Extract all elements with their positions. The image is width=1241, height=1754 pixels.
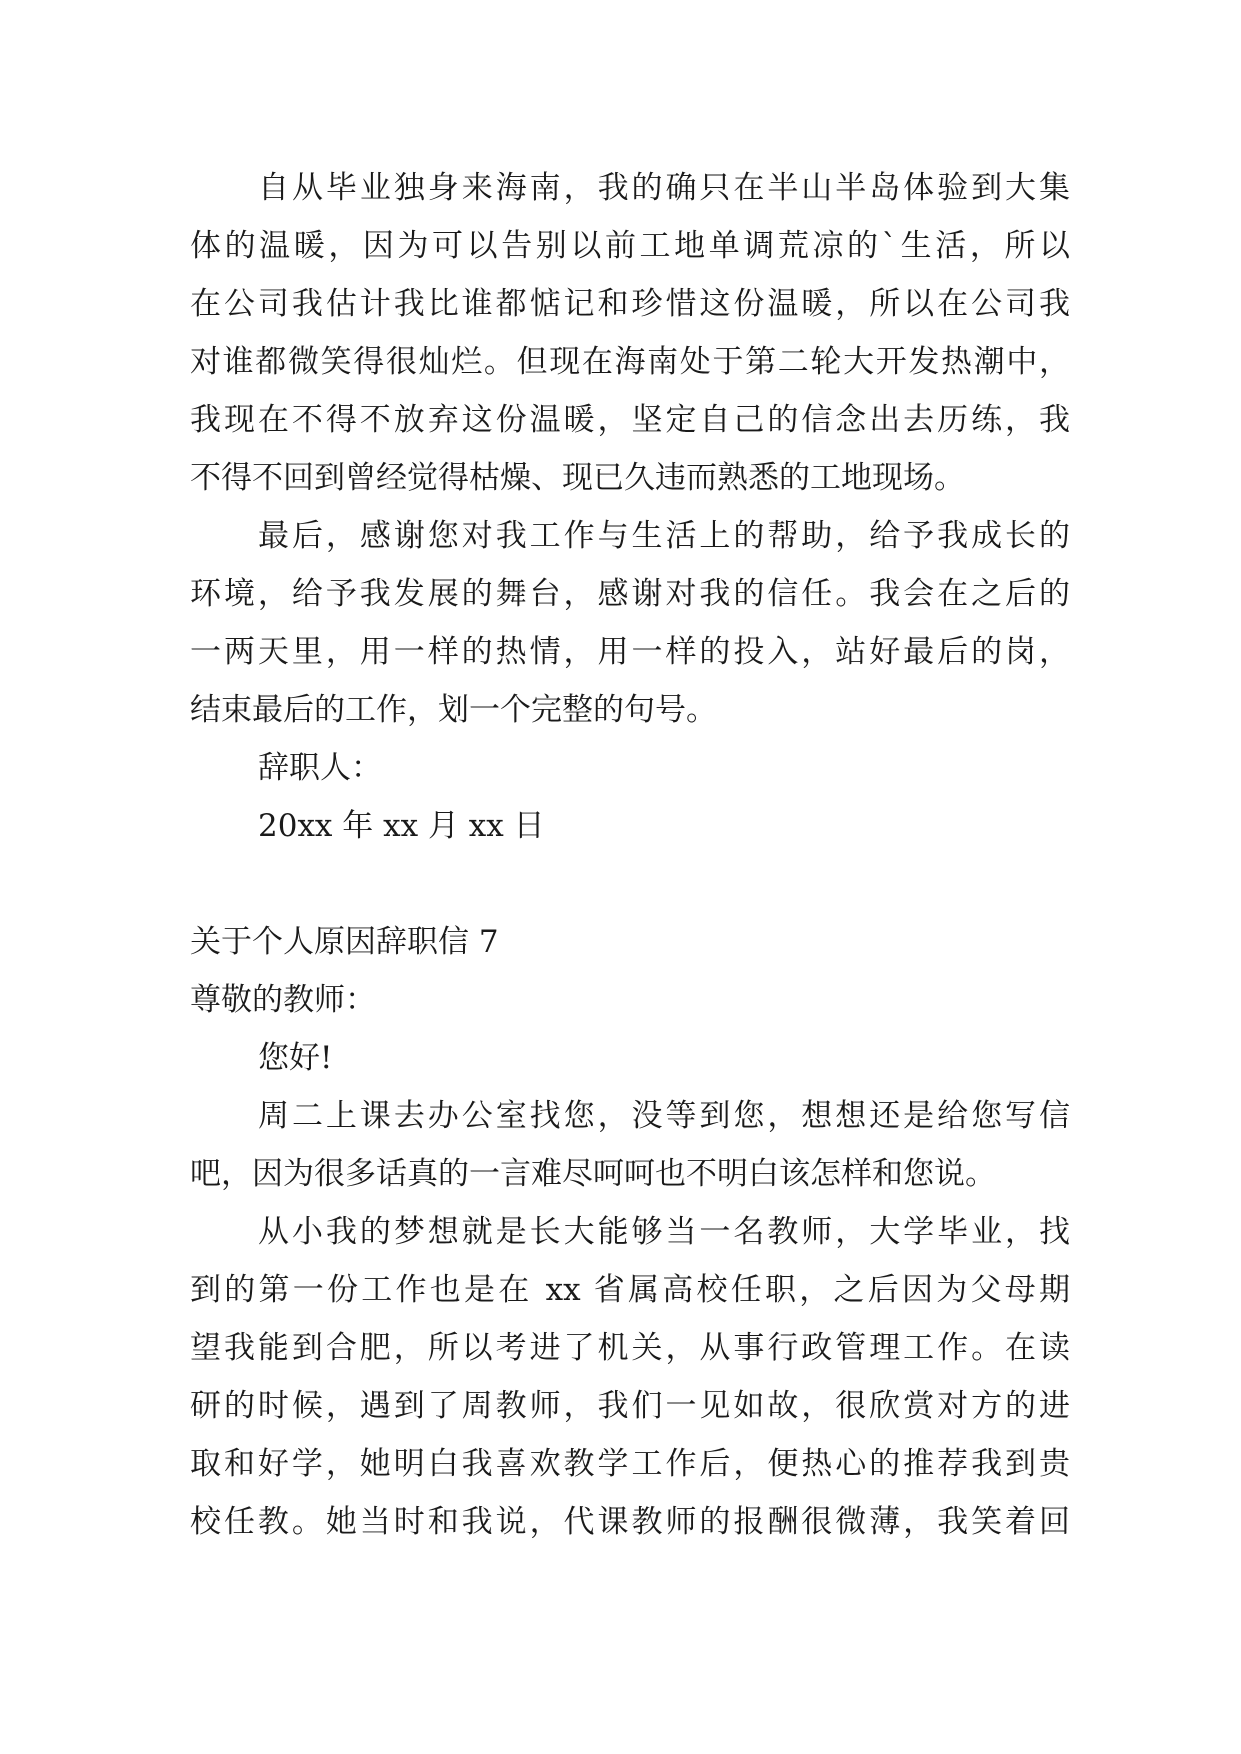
paragraph-4-line-6: 校任教。她当时和我说，代课教师的报酬很微薄，我笑着回: [190, 1504, 1070, 1540]
paragraph-2-line-4: 结束最后的工作，划一个完整的句号。: [190, 692, 717, 728]
paragraph-4-line-5: 取和好学，她明白我喜欢教学工作后，便热心的推荐我到贵: [190, 1446, 1070, 1482]
paragraph-3-line-1: 周二上课去办公室找您，没等到您，想想还是给您写信: [258, 1098, 1070, 1134]
paragraph-1-line-4: 对谁都微笑得很灿烂。但现在海南处于第二轮大开发热潮中，: [190, 344, 1070, 380]
paragraph-2-line-1: 最后，感谢您对我工作与生活上的帮助，给予我成长的: [258, 518, 1070, 554]
paragraph-2-line-3: 一两天里，用一样的热情，用一样的投入，站好最后的岗，: [190, 634, 1070, 670]
paragraph-4-line-1: 从小我的梦想就是长大能够当一名教师，大学毕业，找: [258, 1214, 1070, 1250]
greeting: 您好!: [258, 1040, 333, 1076]
paragraph-4-line-2: 到的第一份工作也是在 xx 省属高校任职，之后因为父母期: [190, 1272, 1070, 1308]
paragraph-4-line-3: 望我能到合肥，所以考进了机关，从事行政管理工作。在读: [190, 1330, 1070, 1366]
paragraph-1-line-5: 我现在不得不放弃这份温暖，坚定自己的信念出去历练，我: [190, 402, 1070, 438]
paragraph-2-line-2: 环境，给予我发展的舞台，感谢对我的信任。我会在之后的: [190, 576, 1070, 612]
signature-label: 辞职人：: [258, 750, 382, 786]
paragraph-1-line-3: 在公司我估计我比谁都惦记和珍惜这份温暖，所以在公司我: [190, 286, 1070, 322]
date-line: 20xx 年 xx 月 xx 日: [258, 808, 545, 844]
salutation: 尊敬的教师：: [190, 982, 376, 1018]
paragraph-1-line-1: 自从毕业独身来海南，我的确只在半山半岛体验到大集: [258, 170, 1070, 206]
paragraph-1-line-6: 不得不回到曾经觉得枯燥、现已久违而熟悉的工地现场。: [190, 460, 965, 496]
paragraph-4-line-4: 研的时候，遇到了周教师，我们一见如故，很欣赏对方的进: [190, 1388, 1070, 1424]
paragraph-1-line-2: 体的温暖，因为可以告别以前工地单调荒凉的`生活，所以: [190, 228, 1070, 264]
section-title: 关于个人原因辞职信 7: [190, 924, 499, 960]
paragraph-3-line-2: 吧，因为很多话真的一言难尽呵呵也不明白该怎样和您说。: [190, 1156, 996, 1192]
